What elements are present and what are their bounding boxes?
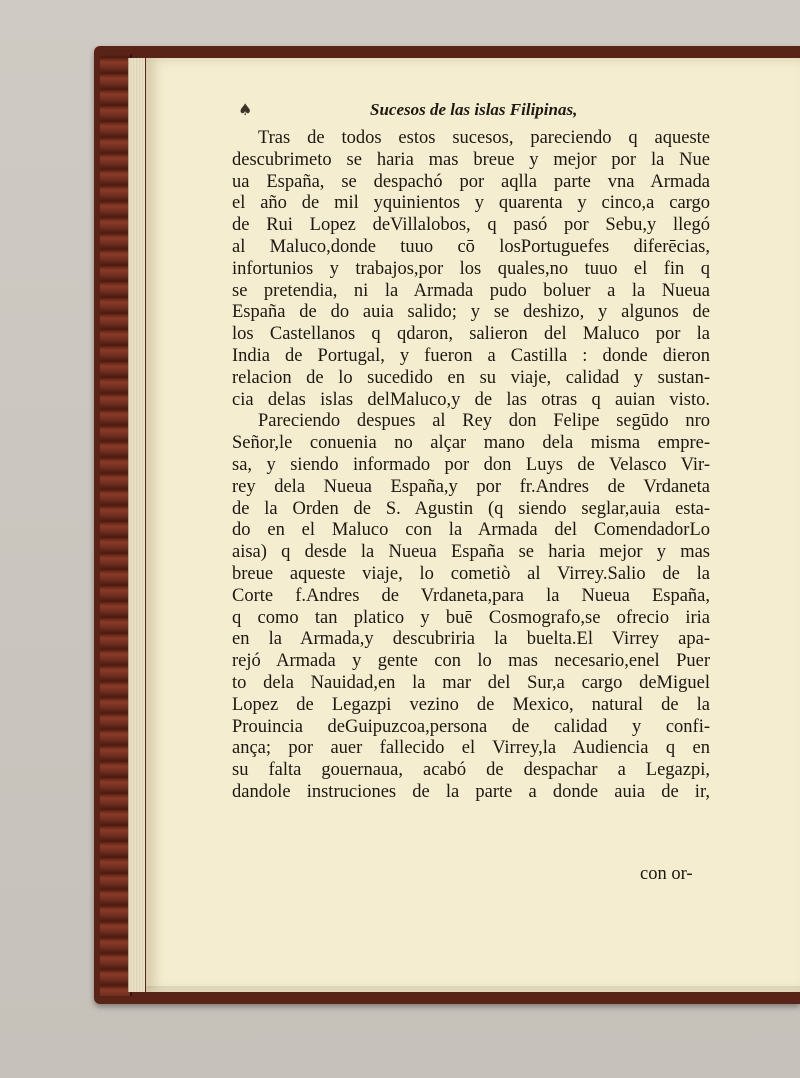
text-line: en la Armada,y descubriria la buelta.El Virrey apa- (232, 629, 710, 650)
text-line: q como tan platico y buē Cosmografo,se ofrecio iria (232, 607, 710, 628)
text-line: do en el Maluco con la Armada del ComendadorLo (232, 520, 710, 541)
text-line: Señor,le conuenia no alçar mano dela misma empre- (232, 433, 710, 454)
text-line: Corte f.Andres de Vrdaneta,para la Nueua España, (232, 585, 710, 606)
text-line: de Rui Lopez deVillalobos, q pasó por Sebu,y llegó (232, 215, 710, 236)
text-line: España de do auia salido; y se deshizo, y algunos de (232, 302, 710, 323)
text-line: descubrimeto se haria mas breue y mejor por la Nue (232, 149, 710, 170)
text-line: dandole instruciones de la parte a donde auia de ir, (232, 781, 710, 802)
text-line: ança; por auer fallecido el Virrey,la Audiencia q en (232, 738, 710, 759)
text-line: los Castellanos q qdaron, salieron del Maluco por la (232, 324, 710, 345)
text-line: Tras de todos estos sucesos, pareciendo q aqueste (258, 128, 710, 148)
text-line: al Maluco,donde tuuo cō losPortuguefes diferēcias, (232, 236, 710, 257)
text-line: India de Portugal, y fueron a Castilla : donde dieron (232, 345, 710, 366)
text-line: aisa) q desde la Nueua España se haria mejor y mas (232, 542, 710, 563)
corner-mark: ♠ (238, 100, 253, 119)
text-line: to dela Nauidad,en la mar del Sur,a cargo deMiguel (232, 672, 710, 693)
text-line: infortunios y trabajos,por los quales,no tuuo el fin q (232, 258, 710, 279)
text-line: el año de mil yquinientos y quarenta y cinco,a cargo (232, 193, 710, 214)
text-line: se pretendia, ni la Armada pudo boluer a la Nueua (232, 280, 710, 301)
catchword: con or- (640, 864, 693, 884)
page-shadow (146, 986, 800, 994)
text-line: de la Orden de S. Agustin (q siendo seglar,auia esta- (232, 498, 710, 519)
text-line: Pareciendo despues al Rey don Felipe segūdo nro (258, 411, 710, 432)
text-line: breue aqueste viaje, lo cometiò al Virrey.Salio de la (232, 563, 710, 584)
text-line: ua España, se despachó por aqlla parte vna Armada (232, 171, 710, 192)
text-line: cia delas islas delMaluco,y de las otras q auian visto. (232, 389, 710, 410)
text-line: rey dela Nueua España,y por fr.Andres de Vrdaneta (232, 476, 710, 497)
text-line: sa, y siendo informado por don Luys de Velasco Vir- (232, 454, 710, 475)
page-edges (128, 58, 145, 992)
text-line: su falta gouernaua, acabó de despachar a Legazpi, (232, 760, 710, 781)
text-line: Prouincia deGuipuzcoa,persona de calidad y confi- (232, 716, 710, 737)
text-line: rejó Armada y gente con lo mas necesario,enel Puer (232, 651, 710, 672)
text-line: relacion de lo sucedido en su viaje, calidad y sustan- (232, 367, 710, 388)
text-line: Lopez de Legazpi vezino de Mexico, natural de la (232, 694, 710, 715)
running-head: Sucesos de las islas Filipinas, (370, 100, 578, 119)
text-block (232, 128, 710, 804)
